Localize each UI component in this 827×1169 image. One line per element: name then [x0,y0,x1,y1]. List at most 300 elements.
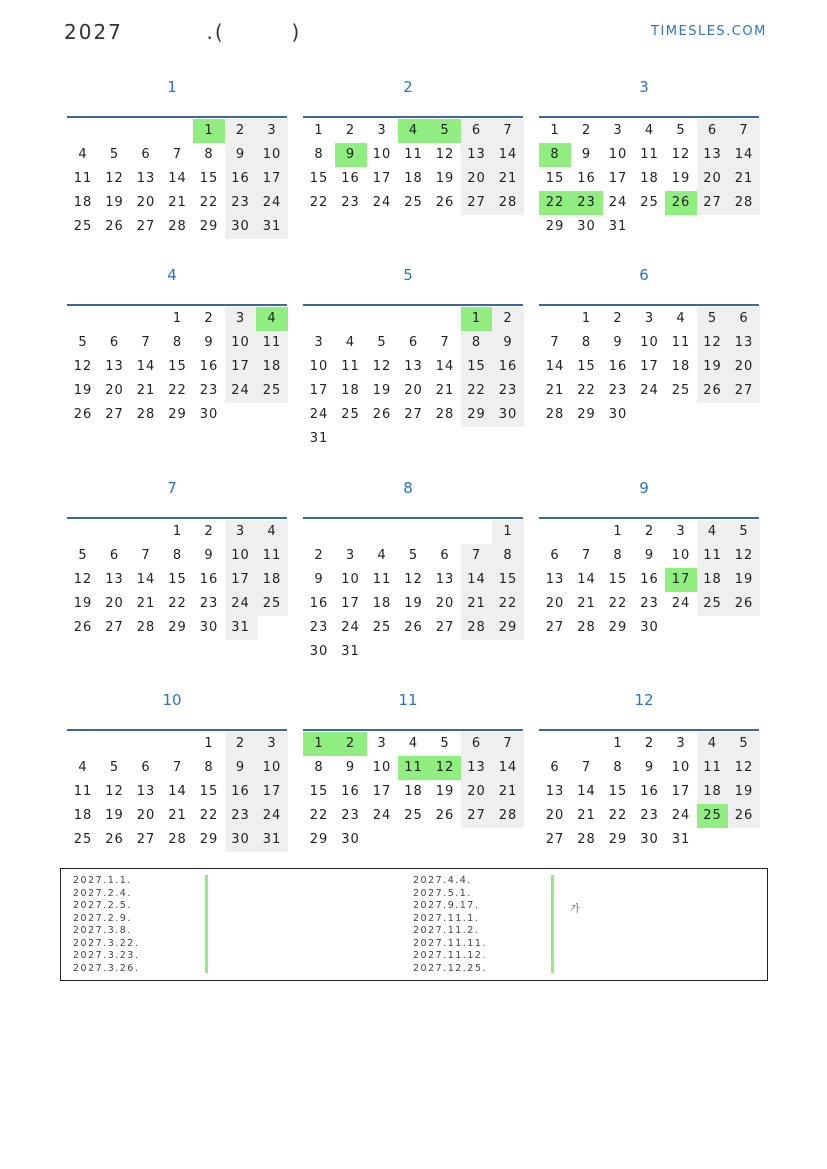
day-cell[interactable]: 5 [109,147,120,162]
day-cell[interactable]: 1 [613,524,623,539]
day-cell[interactable]: 8 [492,544,524,568]
day-cell[interactable]: 30 [492,403,524,427]
day-cell[interactable]: 2 [644,524,655,539]
day-cell[interactable]: 17 [256,780,288,804]
day-cell[interactable]: 9 [644,760,655,775]
day-cell[interactable]: 13 [545,784,565,799]
day-cell[interactable]: 4 [256,520,288,544]
day-cell[interactable]: 8 [172,548,183,563]
day-cell[interactable]: 15 [608,572,628,587]
day-cell[interactable]: 23 [199,383,219,398]
day-cell[interactable]: 13 [697,143,729,167]
day-cell[interactable]: 26 [372,407,392,422]
day-cell[interactable]: 26 [404,620,423,635]
day-cell[interactable]: 3 [676,524,686,539]
day-cell[interactable]: 29 [168,620,187,635]
day-cell[interactable]: 16 [640,572,659,587]
day-cell[interactable]: 3 [225,307,257,331]
day-cell[interactable]: 9 [492,331,524,355]
day-cell[interactable]: 11 [341,359,360,374]
day-cell[interactable]: 21 [168,195,187,210]
day-cell[interactable]: 26 [435,808,455,823]
day-cell[interactable]: 7 [728,119,760,143]
day-cell[interactable]: 10 [256,756,288,780]
day-cell[interactable]: 25 [640,195,659,210]
day-cell[interactable]: 9 [581,147,592,162]
day-cell[interactable]: 17 [372,784,392,799]
day-cell[interactable]: 15 [608,784,628,799]
day-cell[interactable]: 19 [73,383,93,398]
day-cell[interactable]: 29 [492,616,524,640]
holiday-day-cell[interactable]: 5 [429,119,461,143]
day-cell[interactable]: 18 [372,596,392,611]
day-cell[interactable]: 9 [644,548,655,563]
day-cell[interactable]: 2 [644,736,655,751]
day-cell[interactable]: 3 [676,736,686,751]
day-cell[interactable]: 24 [671,808,691,823]
day-cell[interactable]: 17 [225,355,257,379]
day-cell[interactable]: 8 [204,760,214,775]
day-cell[interactable]: 23 [492,379,524,403]
day-cell[interactable]: 23 [640,596,659,611]
day-cell[interactable]: 22 [492,592,524,616]
day-cell[interactable]: 7 [172,147,183,162]
day-cell[interactable]: 27 [105,620,124,635]
day-cell[interactable]: 8 [613,760,623,775]
day-cell[interactable]: 8 [172,335,183,350]
day-cell[interactable]: 21 [168,808,187,823]
day-cell[interactable]: 24 [671,596,691,611]
holiday-day-cell[interactable]: 22 [539,191,571,215]
day-cell[interactable]: 18 [671,359,691,374]
day-cell[interactable]: 18 [404,171,423,186]
day-cell[interactable]: 14 [136,359,156,374]
day-cell[interactable]: 7 [172,760,183,775]
day-cell[interactable]: 28 [435,407,455,422]
day-cell[interactable]: 1 [581,311,592,326]
day-cell[interactable]: 20 [697,167,729,191]
day-cell[interactable]: 14 [136,572,156,587]
day-cell[interactable]: 30 [608,407,628,422]
day-cell[interactable]: 15 [168,359,187,374]
day-cell[interactable]: 20 [461,780,493,804]
day-cell[interactable]: 1 [204,736,214,751]
day-cell[interactable]: 28 [492,804,524,828]
day-cell[interactable]: 23 [341,808,360,823]
day-cell[interactable]: 7 [581,548,592,563]
day-cell[interactable]: 13 [136,784,156,799]
day-cell[interactable]: 14 [435,359,455,374]
day-cell[interactable]: 27 [697,191,729,215]
day-cell[interactable]: 6 [141,147,151,162]
day-cell[interactable]: 4 [345,335,356,350]
day-cell[interactable]: 20 [105,596,124,611]
day-cell[interactable]: 16 [577,171,596,186]
day-cell[interactable]: 24 [608,195,628,210]
day-cell[interactable]: 9 [225,756,257,780]
day-cell[interactable]: 11 [256,331,288,355]
day-cell[interactable]: 25 [73,219,93,234]
day-cell[interactable]: 11 [256,544,288,568]
day-cell[interactable]: 22 [199,195,219,210]
day-cell[interactable]: 24 [225,379,257,403]
day-cell[interactable]: 23 [225,804,257,828]
day-cell[interactable]: 29 [545,219,565,234]
day-cell[interactable]: 19 [671,171,691,186]
day-cell[interactable]: 30 [225,828,257,852]
day-cell[interactable]: 3 [377,123,387,138]
day-cell[interactable]: 14 [492,756,524,780]
day-cell[interactable]: 5 [676,123,686,138]
day-cell[interactable]: 22 [309,195,329,210]
holiday-day-cell[interactable]: 23 [571,191,603,215]
day-cell[interactable]: 6 [109,335,120,350]
day-cell[interactable]: 27 [545,832,565,847]
day-cell[interactable]: 6 [440,548,450,563]
day-cell[interactable]: 31 [309,431,329,446]
day-cell[interactable]: 31 [608,219,628,234]
day-cell[interactable]: 15 [199,784,219,799]
day-cell[interactable]: 4 [377,548,387,563]
day-cell[interactable]: 13 [105,572,124,587]
day-cell[interactable]: 21 [545,383,565,398]
day-cell[interactable]: 14 [577,572,596,587]
day-cell[interactable]: 22 [461,379,493,403]
day-cell[interactable]: 10 [372,760,392,775]
holiday-day-cell[interactable]: 26 [665,191,697,215]
day-cell[interactable]: 20 [136,195,156,210]
day-cell[interactable]: 17 [608,171,628,186]
day-cell[interactable]: 9 [204,335,214,350]
day-cell[interactable]: 21 [728,167,760,191]
day-cell[interactable]: 5 [697,307,729,331]
day-cell[interactable]: 4 [78,760,88,775]
day-cell[interactable]: 14 [492,143,524,167]
day-cell[interactable]: 23 [640,808,659,823]
day-cell[interactable]: 13 [728,331,760,355]
day-cell[interactable]: 29 [168,407,187,422]
day-cell[interactable]: 3 [613,123,623,138]
day-cell[interactable]: 13 [461,143,493,167]
day-cell[interactable]: 22 [608,596,628,611]
day-cell[interactable]: 15 [309,171,329,186]
day-cell[interactable]: 14 [168,784,187,799]
day-cell[interactable]: 16 [640,784,659,799]
day-cell[interactable]: 2 [204,524,214,539]
day-cell[interactable]: 13 [545,572,565,587]
day-cell[interactable]: 7 [492,732,524,756]
day-cell[interactable]: 19 [728,780,760,804]
day-cell[interactable]: 28 [168,219,187,234]
day-cell[interactable]: 27 [728,379,760,403]
day-cell[interactable]: 4 [676,311,686,326]
day-cell[interactable]: 7 [141,548,151,563]
holiday-day-cell[interactable]: 17 [665,568,697,592]
day-cell[interactable]: 10 [640,335,659,350]
day-cell[interactable]: 28 [492,191,524,215]
day-cell[interactable]: 13 [105,359,124,374]
day-cell[interactable]: 16 [492,355,524,379]
day-cell[interactable]: 18 [73,195,93,210]
day-cell[interactable]: 23 [608,383,628,398]
day-cell[interactable]: 19 [435,784,455,799]
day-cell[interactable]: 18 [256,355,288,379]
day-cell[interactable]: 30 [341,832,360,847]
day-cell[interactable]: 19 [105,808,124,823]
day-cell[interactable]: 25 [404,808,423,823]
day-cell[interactable]: 12 [728,756,760,780]
day-cell[interactable]: 5 [78,335,88,350]
day-cell[interactable]: 24 [640,383,659,398]
day-cell[interactable]: 7 [461,544,493,568]
holiday-day-cell[interactable]: 2 [335,732,367,756]
holiday-day-cell[interactable]: 25 [697,804,729,828]
day-cell[interactable]: 2 [492,307,524,331]
day-cell[interactable]: 8 [314,760,324,775]
day-cell[interactable]: 15 [461,355,493,379]
day-cell[interactable]: 20 [435,596,455,611]
day-cell[interactable]: 14 [168,171,187,186]
day-cell[interactable]: 19 [728,568,760,592]
day-cell[interactable]: 8 [613,548,623,563]
holiday-day-cell[interactable]: 4 [256,307,288,331]
day-cell[interactable]: 13 [461,756,493,780]
day-cell[interactable]: 15 [168,572,187,587]
day-cell[interactable]: 12 [697,331,729,355]
day-cell[interactable]: 26 [728,804,760,828]
day-cell[interactable]: 2 [581,123,592,138]
holiday-day-cell[interactable]: 8 [539,143,571,167]
day-cell[interactable]: 31 [671,832,691,847]
day-cell[interactable]: 29 [199,832,219,847]
day-cell[interactable]: 16 [199,359,219,374]
day-cell[interactable]: 23 [309,620,329,635]
day-cell[interactable]: 21 [577,596,596,611]
day-cell[interactable]: 9 [314,572,324,587]
day-cell[interactable]: 2 [225,732,257,756]
day-cell[interactable]: 20 [461,167,493,191]
day-cell[interactable]: 24 [256,804,288,828]
day-cell[interactable]: 24 [256,191,288,215]
day-cell[interactable]: 17 [256,167,288,191]
day-cell[interactable]: 6 [550,548,560,563]
day-cell[interactable]: 18 [404,784,423,799]
day-cell[interactable]: 1 [550,123,560,138]
day-cell[interactable]: 3 [377,736,387,751]
day-cell[interactable]: 28 [545,407,565,422]
day-cell[interactable]: 1 [492,520,524,544]
day-cell[interactable]: 13 [435,572,455,587]
day-cell[interactable]: 26 [73,620,93,635]
day-cell[interactable]: 22 [168,596,187,611]
day-cell[interactable]: 3 [225,520,257,544]
holiday-day-cell[interactable]: 9 [335,143,367,167]
day-cell[interactable]: 3 [256,119,288,143]
day-cell[interactable]: 12 [404,572,423,587]
day-cell[interactable]: 28 [728,191,760,215]
day-cell[interactable]: 21 [136,383,156,398]
day-cell[interactable]: 17 [671,784,691,799]
day-cell[interactable]: 31 [256,215,288,239]
day-cell[interactable]: 21 [577,808,596,823]
day-cell[interactable]: 9 [613,335,623,350]
day-cell[interactable]: 23 [199,596,219,611]
day-cell[interactable]: 9 [204,548,214,563]
day-cell[interactable]: 30 [309,644,329,659]
day-cell[interactable]: 12 [671,147,691,162]
day-cell[interactable]: 16 [225,167,257,191]
day-cell[interactable]: 17 [640,359,659,374]
holiday-day-cell[interactable]: 12 [429,756,461,780]
day-cell[interactable]: 5 [440,736,450,751]
day-cell[interactable]: 6 [697,119,729,143]
day-cell[interactable]: 15 [309,784,329,799]
day-cell[interactable]: 7 [440,335,450,350]
day-cell[interactable]: 16 [225,780,257,804]
day-cell[interactable]: 15 [492,568,524,592]
day-cell[interactable]: 4 [644,123,655,138]
day-cell[interactable]: 12 [105,784,124,799]
day-cell[interactable]: 29 [199,219,219,234]
day-cell[interactable]: 25 [256,379,288,403]
day-cell[interactable]: 10 [341,572,360,587]
day-cell[interactable]: 27 [545,620,565,635]
day-cell[interactable]: 25 [697,592,729,616]
day-cell[interactable]: 27 [136,832,156,847]
day-cell[interactable]: 28 [577,620,596,635]
day-cell[interactable]: 31 [341,644,360,659]
day-cell[interactable]: 2 [345,123,356,138]
day-cell[interactable]: 8 [461,331,493,355]
day-cell[interactable]: 12 [73,572,93,587]
day-cell[interactable]: 26 [73,407,93,422]
day-cell[interactable]: 8 [314,147,324,162]
day-cell[interactable]: 26 [105,219,124,234]
day-cell[interactable]: 25 [404,195,423,210]
day-cell[interactable]: 5 [728,732,760,756]
day-cell[interactable]: 11 [404,147,423,162]
day-cell[interactable]: 11 [697,544,729,568]
day-cell[interactable]: 27 [105,407,124,422]
day-cell[interactable]: 19 [73,596,93,611]
day-cell[interactable]: 5 [377,335,387,350]
day-cell[interactable]: 2 [204,311,214,326]
day-cell[interactable]: 29 [577,407,596,422]
day-cell[interactable]: 22 [168,383,187,398]
day-cell[interactable]: 6 [408,335,419,350]
day-cell[interactable]: 18 [341,383,360,398]
day-cell[interactable]: 22 [608,808,628,823]
day-cell[interactable]: 18 [73,808,93,823]
day-cell[interactable]: 4 [408,736,419,751]
day-cell[interactable]: 30 [199,620,219,635]
holiday-day-cell[interactable]: 1 [461,307,493,331]
day-cell[interactable]: 26 [105,832,124,847]
day-cell[interactable]: 9 [225,143,257,167]
day-cell[interactable]: 29 [608,620,628,635]
day-cell[interactable]: 20 [545,808,565,823]
day-cell[interactable]: 24 [341,620,360,635]
day-cell[interactable]: 11 [73,784,93,799]
day-cell[interactable]: 28 [577,832,596,847]
day-cell[interactable]: 24 [309,407,329,422]
day-cell[interactable]: 28 [136,407,156,422]
day-cell[interactable]: 10 [372,147,392,162]
day-cell[interactable]: 11 [73,171,93,186]
day-cell[interactable]: 15 [199,171,219,186]
day-cell[interactable]: 20 [728,355,760,379]
holiday-day-cell[interactable]: 4 [398,119,430,143]
day-cell[interactable]: 25 [671,383,691,398]
day-cell[interactable]: 22 [577,383,596,398]
holiday-day-cell[interactable]: 11 [398,756,430,780]
day-cell[interactable]: 5 [78,548,88,563]
day-cell[interactable]: 21 [492,167,524,191]
day-cell[interactable]: 3 [644,311,655,326]
day-cell[interactable]: 6 [461,119,493,143]
day-cell[interactable]: 31 [225,616,257,640]
day-cell[interactable]: 21 [461,592,493,616]
day-cell[interactable]: 25 [372,620,392,635]
day-cell[interactable]: 4 [697,732,729,756]
day-cell[interactable]: 16 [341,171,360,186]
day-cell[interactable]: 3 [345,548,356,563]
day-cell[interactable]: 17 [372,171,392,186]
day-cell[interactable]: 26 [728,592,760,616]
day-cell[interactable]: 29 [461,403,493,427]
day-cell[interactable]: 4 [697,520,729,544]
day-cell[interactable]: 24 [372,195,392,210]
day-cell[interactable]: 18 [640,171,659,186]
day-cell[interactable]: 20 [545,596,565,611]
day-cell[interactable]: 7 [581,760,592,775]
day-cell[interactable]: 19 [697,355,729,379]
day-cell[interactable]: 23 [341,195,360,210]
day-cell[interactable]: 4 [78,147,88,162]
day-cell[interactable]: 22 [199,808,219,823]
day-cell[interactable]: 16 [608,359,628,374]
day-cell[interactable]: 29 [608,832,628,847]
day-cell[interactable]: 28 [461,616,493,640]
day-cell[interactable]: 2 [613,311,623,326]
day-cell[interactable]: 18 [697,780,729,804]
day-cell[interactable]: 10 [608,147,628,162]
day-cell[interactable]: 15 [545,171,565,186]
day-cell[interactable]: 17 [341,596,360,611]
day-cell[interactable]: 27 [136,219,156,234]
day-cell[interactable]: 12 [73,359,93,374]
day-cell[interactable]: 29 [309,832,329,847]
day-cell[interactable]: 20 [105,383,124,398]
day-cell[interactable]: 30 [640,620,659,635]
day-cell[interactable]: 12 [728,544,760,568]
day-cell[interactable]: 21 [435,383,455,398]
day-cell[interactable]: 7 [141,335,151,350]
day-cell[interactable]: 18 [256,568,288,592]
day-cell[interactable]: 3 [314,335,324,350]
day-cell[interactable]: 27 [461,804,493,828]
day-cell[interactable]: 10 [671,760,691,775]
day-cell[interactable]: 25 [341,407,360,422]
day-cell[interactable]: 6 [461,732,493,756]
day-cell[interactable]: 20 [404,383,423,398]
day-cell[interactable]: 14 [545,359,565,374]
day-cell[interactable]: 17 [225,568,257,592]
day-cell[interactable]: 13 [404,359,423,374]
day-cell[interactable]: 2 [225,119,257,143]
day-cell[interactable]: 8 [204,147,214,162]
day-cell[interactable]: 22 [309,808,329,823]
